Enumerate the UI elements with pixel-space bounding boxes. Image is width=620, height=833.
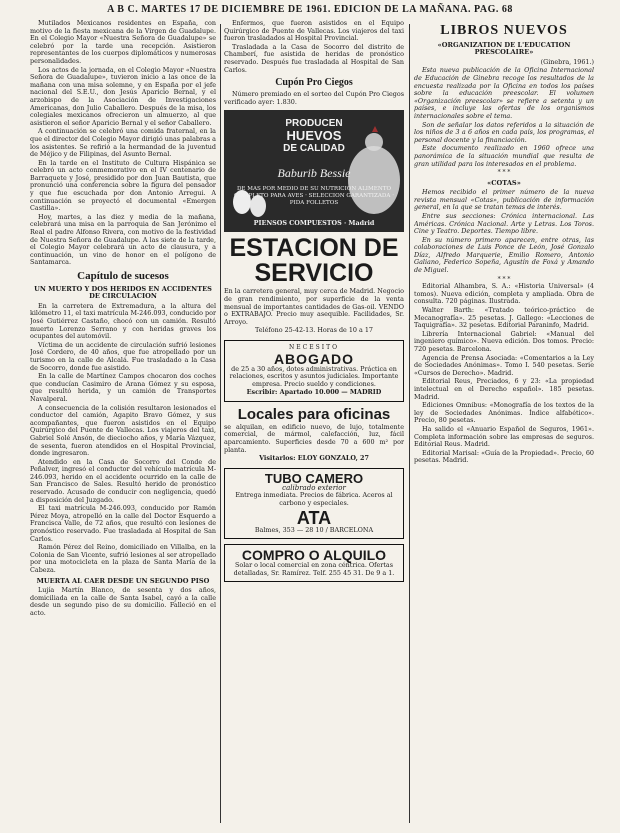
advert-copy: Solar o local comercial en zona céntrica. Ofertas detalladas, Sr. Ramírez. Telf. 255 45 31. De 9 a 1. (233, 561, 395, 577)
article-paragraph: A consecuencia de la colisión resultaron lesionados el conductor del camión, Agapito Bravo Gómez, y sus acompañantes, que fueron asistidos en el Equipo Quirúrgico del Puente de Vallecas. Los viajeros del taxi, Gabriel Solé Ansón, de dieciocho años, y María Vázquez, de sesenta, fueron atendidos en el Hospital Provincial, donde ingresaron. (30, 403, 216, 458)
advert-title: ESTACION DE (229, 234, 399, 263)
advert-title: COMPRO O ALQUILO (241, 547, 387, 564)
lawyer-advert (224, 340, 404, 402)
offices-advert (224, 407, 404, 463)
column-ads (224, 20, 404, 829)
article-paragraph: Trasladada a la Casa de Socorro del distrito de Chamberí, fue asistida de heridas de pronóstico reservado. Después fue trasladada al Hospital de San Carlos. (224, 42, 404, 74)
book-entry: Walter Barth: «Tratado teórico-práctico de Mecanografía». 25 pesetas. J. Gallego: «Lecciones de Taquigrafía». 32 pesetas. Editorial Paraninfo, Madrid. (414, 306, 594, 330)
article-paragraph: Son de señalar los datos referidos a la situación de los niños de 3 a 6 años en cada país, los programas, el personal docente y la financiación. (414, 120, 594, 144)
article-paragraph: Atendido en la Casa de Socorro del Conde de Peñalver, ingresó el conductor del vehículo matrícula M-246.093, herido en el accidente ocurrido en la calle de San Francisco de Sales. Resultó herido de pronóstico reservado. Acusado de conducir con negligencia, quedó a disposición del Juzgado. (30, 457, 216, 504)
advert-contact: Teléfono 25-42-13. Horas de 10 a 17 (255, 326, 373, 335)
advert-headline: PRODUCEN (285, 118, 343, 130)
article-paragraph: En la tarde en el Instituto de Cultura Hispánica se celebró un acto conmemorativo en el IV centenario de Barraquete y José, presidido por don Juan Bautista, que pronunció una conferencia sobre la figura del pensador y que fue escuchada por don Antonio Arregui. A continuación se proyectó el documental «Emergen Castilla». (30, 158, 216, 213)
book-entry: Ediciones Omnibus: «Monografía de los textos de la ley de Sociedades Anónimas. Índice alfabético». Precio, 80 pesetas. (414, 401, 594, 425)
advert-headline: DE CALIDAD (283, 143, 345, 155)
article-paragraph: Entre sus secciones: Crónica internacional. Las Américas. Crónica Nacional. Arte y Letras. Los Toros. Cine y Teatro. Deportes. Tiempo libre. (414, 211, 594, 236)
article-subheading: «COTAS» (487, 178, 521, 187)
advert-copy: En la carretera general, muy cerca de Madrid. Negocio de gran rendimiento, por superficie de la venta mensual de importantes cantidades de Gas-oil. VENDO o EXTRABAJO. Precio muy asequible. Facilidades, Sr. Arroyo. (224, 287, 404, 326)
article-paragraph: Número premiado en el sorteo del Cupón Pro Ciegos verificado ayer: 1.830. (224, 90, 404, 106)
advert-copy: Entrega inmediata. Precios de fábrica. Aceros al carbono y especiales. (235, 491, 393, 508)
advert-title: Locales para oficinas (237, 405, 391, 423)
section-heading: Cupón Pro Ciegos (275, 77, 353, 89)
column-rule (409, 24, 410, 823)
book-entry: Agencia de Prensa Asociada: «Comentarios a la Ley de Sociedades Anónimas». Tomo I. 540 pesetas. Serie «Cursos de Derecho». Madrid. (414, 353, 594, 377)
advert-copy: DE MAS POR MEDIO DE SU NUTRICION ALIMENTO COMPLETO PARA AVES · SELECCION GARANTIZADA · PIDA FOLLETOS (234, 186, 394, 206)
book-entry: Editorial Marisal: «Guía de la Propiedad». Precio, 60 pesetas. Madrid. (414, 448, 594, 465)
book-entry: Librería Internacional Gabriel: «Manual del ingeniero químico». Nueva edición. Dos tomos. Precio: 720 pesetas. Barcelona. (414, 329, 594, 353)
article-subheading: «ORGANIZATION DE L'EDUCATION PRESCOLAIRE» (437, 41, 571, 57)
service-station-advert (224, 236, 404, 335)
book-entry: Ha salido el «Anuario Español de Seguros, 1961». Completa información sobre las empresas de seguros. Editorial Reus. Madrid. (414, 424, 594, 449)
separator: * * * (497, 169, 511, 177)
advert-contact: Balmes, 353 — 28 10 / BARCELONA (254, 525, 374, 534)
article-paragraph: Hemos recibido el primer número de la nueva revista mensual «Cotas», publicación de información general, en la que se tratan temas de interés. (414, 188, 594, 212)
article-paragraph: Hoy, martes, a las diez y media de la mañana, celebrará una misa en la parroquia de San Jerónimo el Real el padre Alfonso Rivera, con motivo de la festividad de Nuestra Señora de Guadalupe. A las siete de la tarde, el Colegio Mayor celebrará un acto de clausura, y a continuación, un vino de honor en el polígono de Santamarca. (30, 212, 216, 267)
advert-title: ABOGADO (273, 350, 355, 367)
article-paragraph: El taxi matrícula M-246.093, conducido por Ramón Pérez Moya, atropelló en la calle del Doctor Esquerdo a Francisca Valle, de 72 años, que resultó con lesiones de pronóstico reservado. Fue trasladada al Hospital de San Carlos. (30, 504, 216, 543)
advert-footer: PIENSOS COMPUESTOS · Madrid (253, 218, 375, 227)
book-entry: Editorial Reus, Preciados, 6 y 23: «La propiedad intelectual en el Derecho español». 185 pesetas. Madrid. (414, 377, 594, 401)
advert-contact: Escribir: Apartado 10.000 — MADRID (246, 388, 382, 397)
article-paragraph: En la carretera de Extremadura, a la altura del kilómetro 11, el taxi matrícula M-246.093, conducido por José Gutiérrez Castaño, chocó con un camión. Resultó muerto Lorenzo Serrano y con heridas graves los ocupantes del automóvil. (30, 301, 216, 341)
tube-advert (224, 468, 404, 539)
article-paragraph: Este documento realizado en 1960 ofrece una panorámica de la situación mundial que resulta de gran utilidad para los interesados en el problema. (414, 144, 594, 168)
advert-subtitle: calibrado exterior (282, 483, 346, 492)
advert-copy: se alquilan, en edificio nuevo, de lujo, totalmente comercial, de mármol, calefacción, luz, fácil aparcamiento. Superficies desde 70 a 600 m² por planta. (224, 422, 404, 454)
advert-contact: Visitarlos: ELOY GONZALO, 27 (259, 454, 369, 463)
advert-brand: ATA (296, 507, 332, 528)
article-paragraph: En su número primero aparecen, entre otras, las colaboraciones de Luis Ponce de León, José Gonzalo Díaz, Alfredo Marquerie, Emilio Romero, Antonio Galiano, Federico Sopeña, Agustín de Foxá y Amando de Miguel. (414, 235, 594, 275)
page-header: A B C. MARTES 17 DE DICIEMBRE DE 1961. EDICION DE LA MAÑANA. PAG. 68 (107, 4, 513, 15)
advert-brand: Baburib Bessie (277, 166, 351, 181)
article-subheading: MUERTA AL CAER DESDE UN SEGUNDO PISO (36, 576, 210, 585)
article-paragraph: Enfermos, que fueron asistidos en el Equipo Quirúrgico de Puente de Vallecas. Los viajeros del taxi fueron trasladados al Hospital Provincial. (224, 20, 404, 43)
article-paragraph: Mutilados Mexicanos residentes en España, con motivo de la fiesta mexicana de la Virgen de Guadalupe. En el Colegio Mayor «Nuestra Señora de Guadalupe» se celebró por la tarde una recepción. Asistieron representantes de los cuerpos diplomáticos y numerosas personalidades. (30, 20, 216, 65)
article-paragraph: En la calle de Martínez Campos chocaron dos coches que conducían Casimiro de Arana Gómez y su esposa, que resultó herida, y un camión de Transportes Navalperal. (30, 372, 216, 403)
article-paragraph: Esta nueva publicación de la Oficina Internacional de Educación de Ginebra recoge los resultados de la encuesta realizada por la Oficina en todos los países sobre la educación preescolar. El volumen «Organización preescolar» se refiere a setenta y un países, e incluye las ofertas de los organismos internacionales sobre el tema. (414, 66, 594, 120)
advert-kicker: NECESITO (288, 343, 339, 351)
wanted-advert (224, 544, 404, 582)
column-books (414, 20, 594, 829)
section-heading: Capítulo de sucesos (77, 270, 169, 282)
advert-title: TUBO CAMERO (264, 470, 364, 486)
article-paragraph: A continuación se celebró una comida fraternal, en la que el director del Colegio Mayor dirigió unas palabras a los asistentes. Se refirió a la hermandad de la juventud de Méjico y de Filipinas, del Asunto Bernal. (30, 127, 216, 159)
advert-copy: de 25 a 30 años, dotes administrativas. Práctica en relaciones, escritos y asuntos judiciales. Importante empresa. Precio sueldo y condiciones. (229, 364, 399, 388)
advert-headline: HUEVOS (286, 128, 342, 144)
separator: * * * (497, 275, 511, 283)
article-subheading: UN MUERTO Y DOS HERIDOS EN ACCIDENTES DE CIRCULACION (34, 285, 212, 301)
article-paragraph: Lujía Martín Blanco, de sesenta y dos años, domiciliada en la calle de Santa Isabel, cayó a la calle desde un segundo piso de su domicilio. Falleció en el acto. (30, 586, 216, 617)
section-heading: LIBROS NUEVOS (440, 23, 568, 38)
article-paragraph: Ramón Pérez del Reino, domiciliado en Villalba, en la Colonia de San Vicente, sufrió lesiones al ser atropellado por una motocicleta en la plaza de Santa María de la Cabeza. (30, 543, 216, 574)
column-rule (220, 24, 221, 823)
article-paragraph: Víctima de un accidente de circulación sufrió lesiones José Cordero, de 40 años, que fue atropellado por un turismo en la calle de Alcalá. Fue trasladado a la Casa de Socorro, donde fue asistido. (30, 340, 216, 372)
feed-advert (224, 110, 404, 232)
book-entry: Editorial Alhambra, S. A.: «Historia Universal» (4 tomos). Nueva edición, completa y ampliada. Obra de consulta. 720 páginas. Ilustrada. (414, 282, 594, 306)
article-paragraph: Los actos de la jornada, en el Colegio Mayor «Nuestra Señora de Guadalupe», tuvieron inicio a las once de la mañana con una misa solemne, y en España por el jefe nacional del S.E.U., don Jesús Aparicio Bernal, y el arzobispo de la Asociación de Investigaciones Americanas, don Julio Caballero. Después de la misa, los colegiales mexicanos ofrecieron un almuerzo, al que asistieron el señor Aparicio Bernal y el señor Caballero. (30, 65, 216, 127)
article-paragraph: (Ginebra, 1961.) (540, 57, 594, 66)
column-news (30, 20, 216, 829)
advert-title: SERVICIO (254, 259, 374, 288)
